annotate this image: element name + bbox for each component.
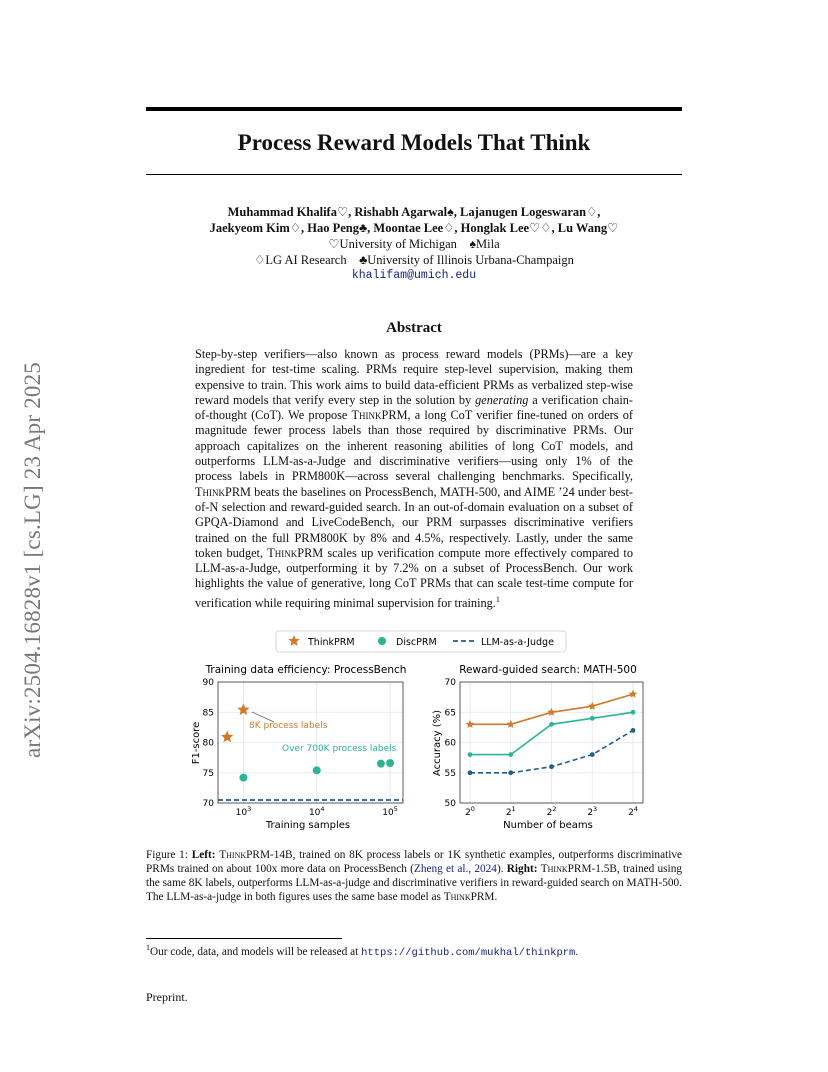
caption-text-4: . (494, 891, 498, 903)
authors-line-2: Jaekyeom Kim♢, Hao Peng♣, Moontae Lee♢, Honglak Lee♡♢, Lu Wang♡ (209, 221, 619, 235)
right-y-axis-label: Accuracy (%) (432, 709, 443, 777)
left-discprm-point (386, 759, 394, 767)
right-x-tick-label: $2^2$ (546, 805, 557, 818)
footnote-marker[interactable]: 1 (495, 594, 500, 604)
caption-method-name: ThinkPRM (540, 863, 592, 875)
left-y-tick-label: 70 (202, 799, 214, 809)
right-judge-point (508, 770, 513, 775)
right-judge-point (549, 764, 554, 769)
footnote-url-link[interactable]: https://github.com/mukhal/thinkprm (361, 946, 576, 959)
caption-method-name: ThinkPRM (443, 891, 495, 903)
abstract-part-3: , a long CoT verifier fine-tuned on orders of magnitude fewer process labels than those required by discriminative PRMs. Our approach capitalizes on the inherent reasoning abilities of long CoT models, and outperforms LLM-as-a-Judge and discriminative verifiers—using only 1% of the process labels in PRM800K—across several challenging benchmarks. Specifically, (195, 408, 633, 484)
affiliations-line-2: ♢LG AI Research ♣University of Illinois Urbana-Champaign (254, 253, 574, 267)
footnote-end: . (575, 945, 579, 958)
right-chart (432, 664, 643, 831)
legend-discprm-dot (378, 637, 386, 645)
contact-email[interactable]: khalifam@umich.edu (351, 269, 477, 282)
right-chart-title: Reward-guided search: MATH-500 (459, 664, 637, 676)
abstract-part-4: beats the baselines on ProcessBench, MATH-500, and AIME ’24 under best-of-N selection and reward-guided search. In an out-of-domain evaluation on a subset of GPQA-Diamond and LiveCodeBench, our PRM surpasses discriminative verifiers trained on the full PRM800K by 8% and 4.5%, respectively. Lastly, under the same token budget, (195, 484, 633, 560)
paper-title: Process Reward Models That Think (237, 130, 591, 155)
left-x-tick-label: $10^4$ (308, 805, 325, 818)
right-discprm-point (468, 752, 473, 757)
right-discprm-point (631, 710, 636, 715)
left-y-tick-label: 80 (202, 738, 214, 749)
left-x-tick-label: $10^5$ (382, 805, 398, 818)
abstract-part-1: Step-by-step verifiers—also known as process reward models (PRMs)—are a key ingredient for test-time scaling. PRMs require step-level supervision, making them expensive to train. This work aims to build data-efficient PRMs as verbalized step-wise reward models that verify every step in the solution by (195, 347, 633, 407)
caption-text-2: ). (496, 863, 507, 875)
caption-citation-link[interactable]: Zheng et al., 2024 (413, 863, 497, 875)
figure-caption (146, 848, 682, 904)
title-rule (146, 174, 682, 175)
footnote-number: 1 (146, 943, 150, 952)
figure-1 (186, 628, 656, 838)
right-x-tick-label: $2^0$ (465, 805, 475, 818)
caption-right-tag: Right: (506, 863, 538, 875)
caption-left-tag: Left: (191, 849, 216, 861)
legend-discprm-label: DiscPRM (396, 637, 437, 648)
abstract-emphasis: generating (475, 392, 529, 407)
footnote (146, 943, 682, 959)
authors-block (150, 204, 678, 284)
right-x-tick-label: $2^4$ (628, 805, 638, 818)
right-discprm-point (590, 716, 595, 721)
method-name: ThinkPRM (267, 545, 324, 560)
left-x-tick-label: $10^3$ (235, 805, 252, 818)
right-y-tick-label: 65 (444, 708, 456, 719)
right-judge-point (468, 770, 473, 775)
right-y-tick-label: 60 (444, 738, 456, 749)
abstract-part-2: a verification chain-of-thought (CoT). We propose (195, 392, 633, 423)
left-chart-title: Training data efficiency: ProcessBench (205, 664, 407, 676)
abstract-part-5: scales up verification compute more effectively compared to LLM-as-a-Judge, outperforming it by 7.2% on a subset of ProcessBench. Our work highlights the value of generative, long CoT PRMs that can scale test-time compute for verification while requiring minimal supervision for training. (195, 545, 633, 610)
caption-method-name: ThinkPRM (219, 849, 270, 861)
left-annotation-700k: Over 700K process labels (282, 744, 397, 754)
authors-line-1: Muhammad Khalifa♡, Rishabh Agarwal♠, Lajanugen Logeswaran♢, (227, 205, 601, 219)
right-y-tick-label: 50 (444, 799, 456, 809)
method-name: ThinkPRM (351, 408, 408, 423)
left-discprm-point (377, 760, 385, 768)
caption-text-1: -14B, trained on 8K process labels or 1K synthetic examples, outperforms discriminative PRMs trained on about 100x more data on ProcessBench ( (146, 849, 683, 875)
right-judge-point (590, 752, 595, 757)
right-x-tick-label: $2^3$ (587, 805, 598, 818)
legend-judge-label: LLM-as-a-Judge (481, 637, 554, 648)
top-rule (146, 107, 682, 111)
right-y-tick-label: 70 (444, 678, 456, 688)
left-annotation-8k: 8K process labels (249, 721, 328, 731)
caption-label: Figure 1: (146, 849, 188, 861)
caption-text-3: -1.5B, trained using the same 8K labels, outperforms LLM-as-a-judge and discriminative verifiers in reward-guided search on MATH-500. The LLM-as-a-judge in both figures uses the same base model as (146, 863, 682, 903)
left-y-tick-label: 85 (202, 708, 214, 719)
left-y-tick-label: 75 (202, 768, 214, 779)
left-x-axis-label: Training samples (265, 820, 351, 831)
left-discprm-point (313, 766, 321, 774)
preprint-label: Preprint. (146, 990, 188, 1004)
left-y-tick-label: 90 (202, 678, 214, 688)
right-y-tick-label: 55 (444, 768, 456, 779)
affiliations-line-1: ♡University of Michigan ♠Mila (328, 237, 500, 251)
right-discprm-point (508, 752, 513, 757)
right-x-axis-label: Number of beams (503, 820, 593, 831)
right-judge-point (631, 728, 636, 733)
legend-thinkprm-label: ThinkPRM (308, 637, 355, 648)
left-discprm-point (239, 774, 247, 782)
arxiv-stamp: arXiv:2504.16828v1 [cs.LG] 23 Apr 2025 (20, 362, 45, 758)
abstract-text (195, 347, 633, 611)
right-discprm-point (549, 722, 554, 727)
legend (276, 631, 566, 652)
left-chart (191, 664, 406, 831)
method-name: ThinkPRM (195, 484, 251, 499)
left-thinkprm-point (221, 731, 233, 743)
abstract-heading: Abstract (386, 320, 442, 336)
footnote-text: Our code, data, and models will be released at (150, 945, 362, 958)
left-y-axis-label: F1-score (191, 721, 202, 765)
right-x-tick-label: $2^1$ (505, 805, 516, 818)
footnote-rule (146, 938, 342, 939)
